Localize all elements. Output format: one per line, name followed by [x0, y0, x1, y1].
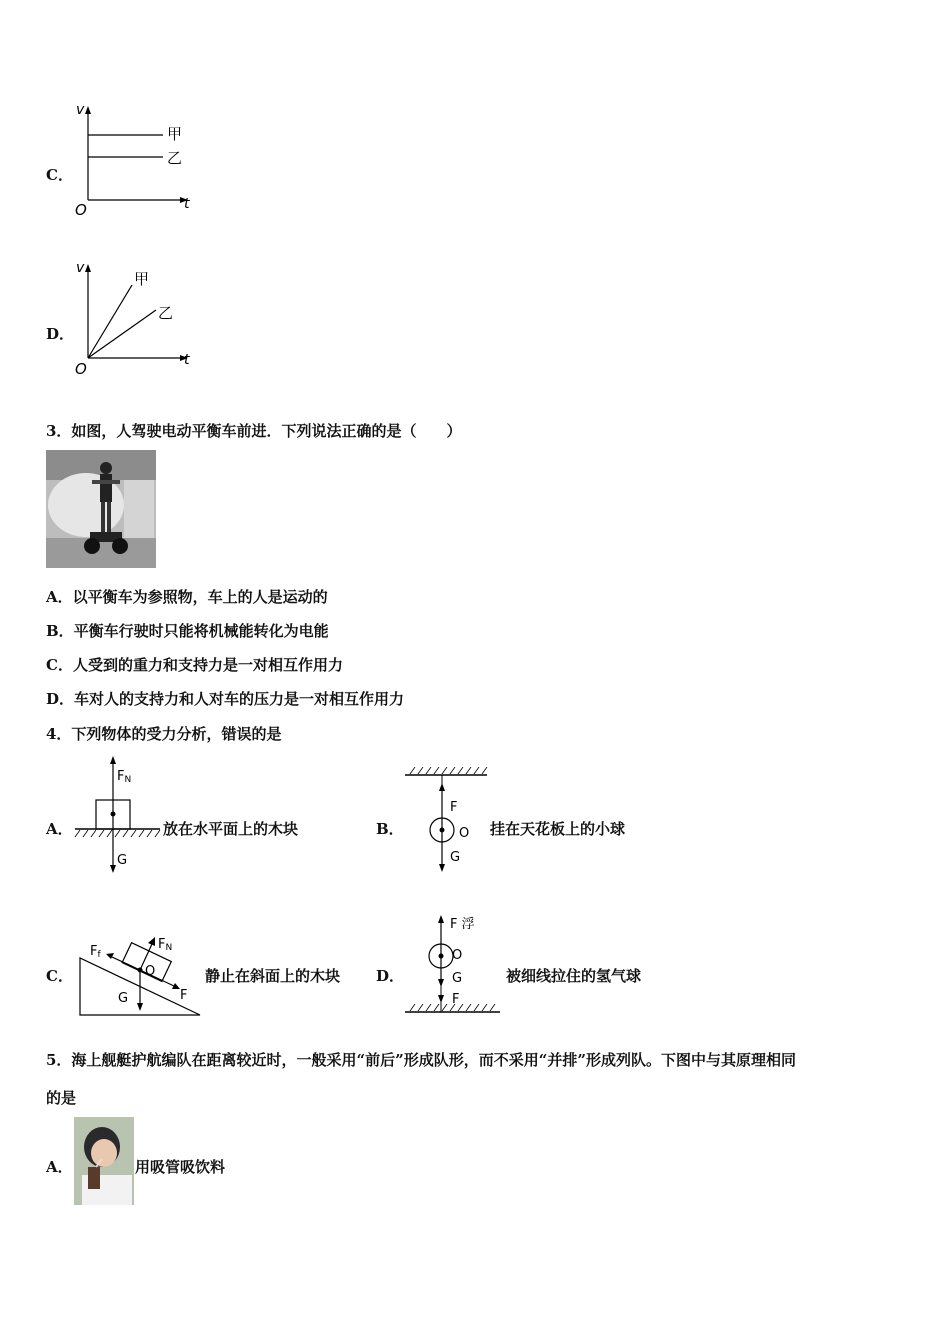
q4-c-caption: 静止在斜面上的木块 [205, 967, 341, 985]
q2-option-d-letter: D． [46, 325, 75, 343]
q4-d-letter: D． [376, 967, 405, 985]
v-axis-arrow [85, 106, 91, 114]
label-g: G [117, 853, 128, 868]
q4-b-letter: B． [376, 820, 404, 838]
q3-option-c: C．人受到的重力和支持力是一对相互作用力 [46, 656, 343, 674]
label-jia: 甲 [134, 270, 150, 288]
q4-d-caption: 被细线拉住的氢气球 [506, 967, 642, 985]
person-body [100, 474, 112, 502]
segway-wheel [112, 538, 128, 554]
q3-option-d: D．车对人的支持力和人对车的压力是一对相互作用力 [46, 690, 405, 708]
q5-option-a-letter: A． [46, 1158, 73, 1176]
person-head [100, 462, 112, 474]
label-fn: FN [117, 769, 132, 785]
label-f: F [452, 992, 460, 1007]
q3-option-a: A．以平衡车为参照物，车上的人是运动的 [46, 588, 328, 606]
label-ffu: F 浮 [450, 917, 475, 932]
ceiling-hatch [410, 767, 487, 774]
face [91, 1139, 117, 1167]
label-yi: 乙 [167, 149, 183, 167]
q5-straw-photo [74, 1117, 134, 1205]
q3-option-b: B．平衡车行驶时只能将机械能转化为电能 [46, 622, 329, 640]
q4-stem: 4．下列物体的受力分析，错误的是 [46, 725, 282, 743]
ground [46, 538, 156, 568]
segway-photo-drawing [46, 450, 156, 568]
straw-photo-drawing [74, 1117, 134, 1205]
label-yi: 乙 [158, 304, 174, 322]
q4-a-diagram [70, 752, 162, 877]
q2-option-d-graph [70, 258, 200, 376]
label-f: F [180, 988, 188, 1003]
segway-wheel [84, 538, 100, 554]
q4-a-letter: A． [46, 820, 73, 838]
label-fn: FN [158, 937, 173, 953]
t-axis-label: t [184, 196, 190, 212]
q5-option-a-caption: 用吸管吸饮料 [135, 1158, 226, 1176]
t-axis-label: t [184, 352, 190, 368]
q5-stem-line2: 的是 [46, 1089, 77, 1107]
q4-c-letter: C． [46, 967, 73, 985]
label-o: O [459, 826, 470, 841]
q3-stem: 3．如图，人驾驶电动平衡车前进．下列说法正确的是（ ） [46, 422, 462, 440]
q4-a-caption: 放在水平面上的木块 [163, 820, 299, 838]
origin-label: O [75, 201, 87, 218]
v-axis-label: v [76, 102, 85, 118]
arrow-f [438, 995, 444, 1003]
v-axis-label: v [76, 260, 85, 276]
q2-option-c-graph [70, 100, 200, 218]
floor-hatch [75, 830, 160, 837]
line-yi [88, 310, 156, 358]
cup [88, 1167, 100, 1189]
label-g: G [118, 991, 129, 1006]
label-jia: 甲 [167, 125, 183, 143]
label-f: F [450, 800, 458, 815]
v-axis-arrow [85, 264, 91, 272]
q2-option-c-letter: C． [46, 166, 73, 184]
label-o: O [452, 948, 463, 963]
line-jia [88, 285, 132, 358]
q3-segway-photo [46, 450, 156, 568]
q4-c-diagram [70, 928, 205, 1020]
label-ff: Ff [90, 944, 101, 960]
label-g: G [452, 971, 463, 986]
q4-b-diagram [400, 765, 492, 877]
origin-label: O [75, 360, 87, 376]
label-g: G [450, 850, 461, 865]
label-o: O [145, 964, 156, 979]
q5-stem-line1: 5．海上舰艇护航编队在距离较近时，一般采用“前后”形成队形，而不采用“并排”形成列队。下图中与其原理相同 [46, 1051, 796, 1069]
q4-d-diagram [400, 910, 504, 1020]
q4-b-caption: 挂在天花板上的小球 [490, 820, 626, 838]
arrow-ff [112, 957, 140, 970]
